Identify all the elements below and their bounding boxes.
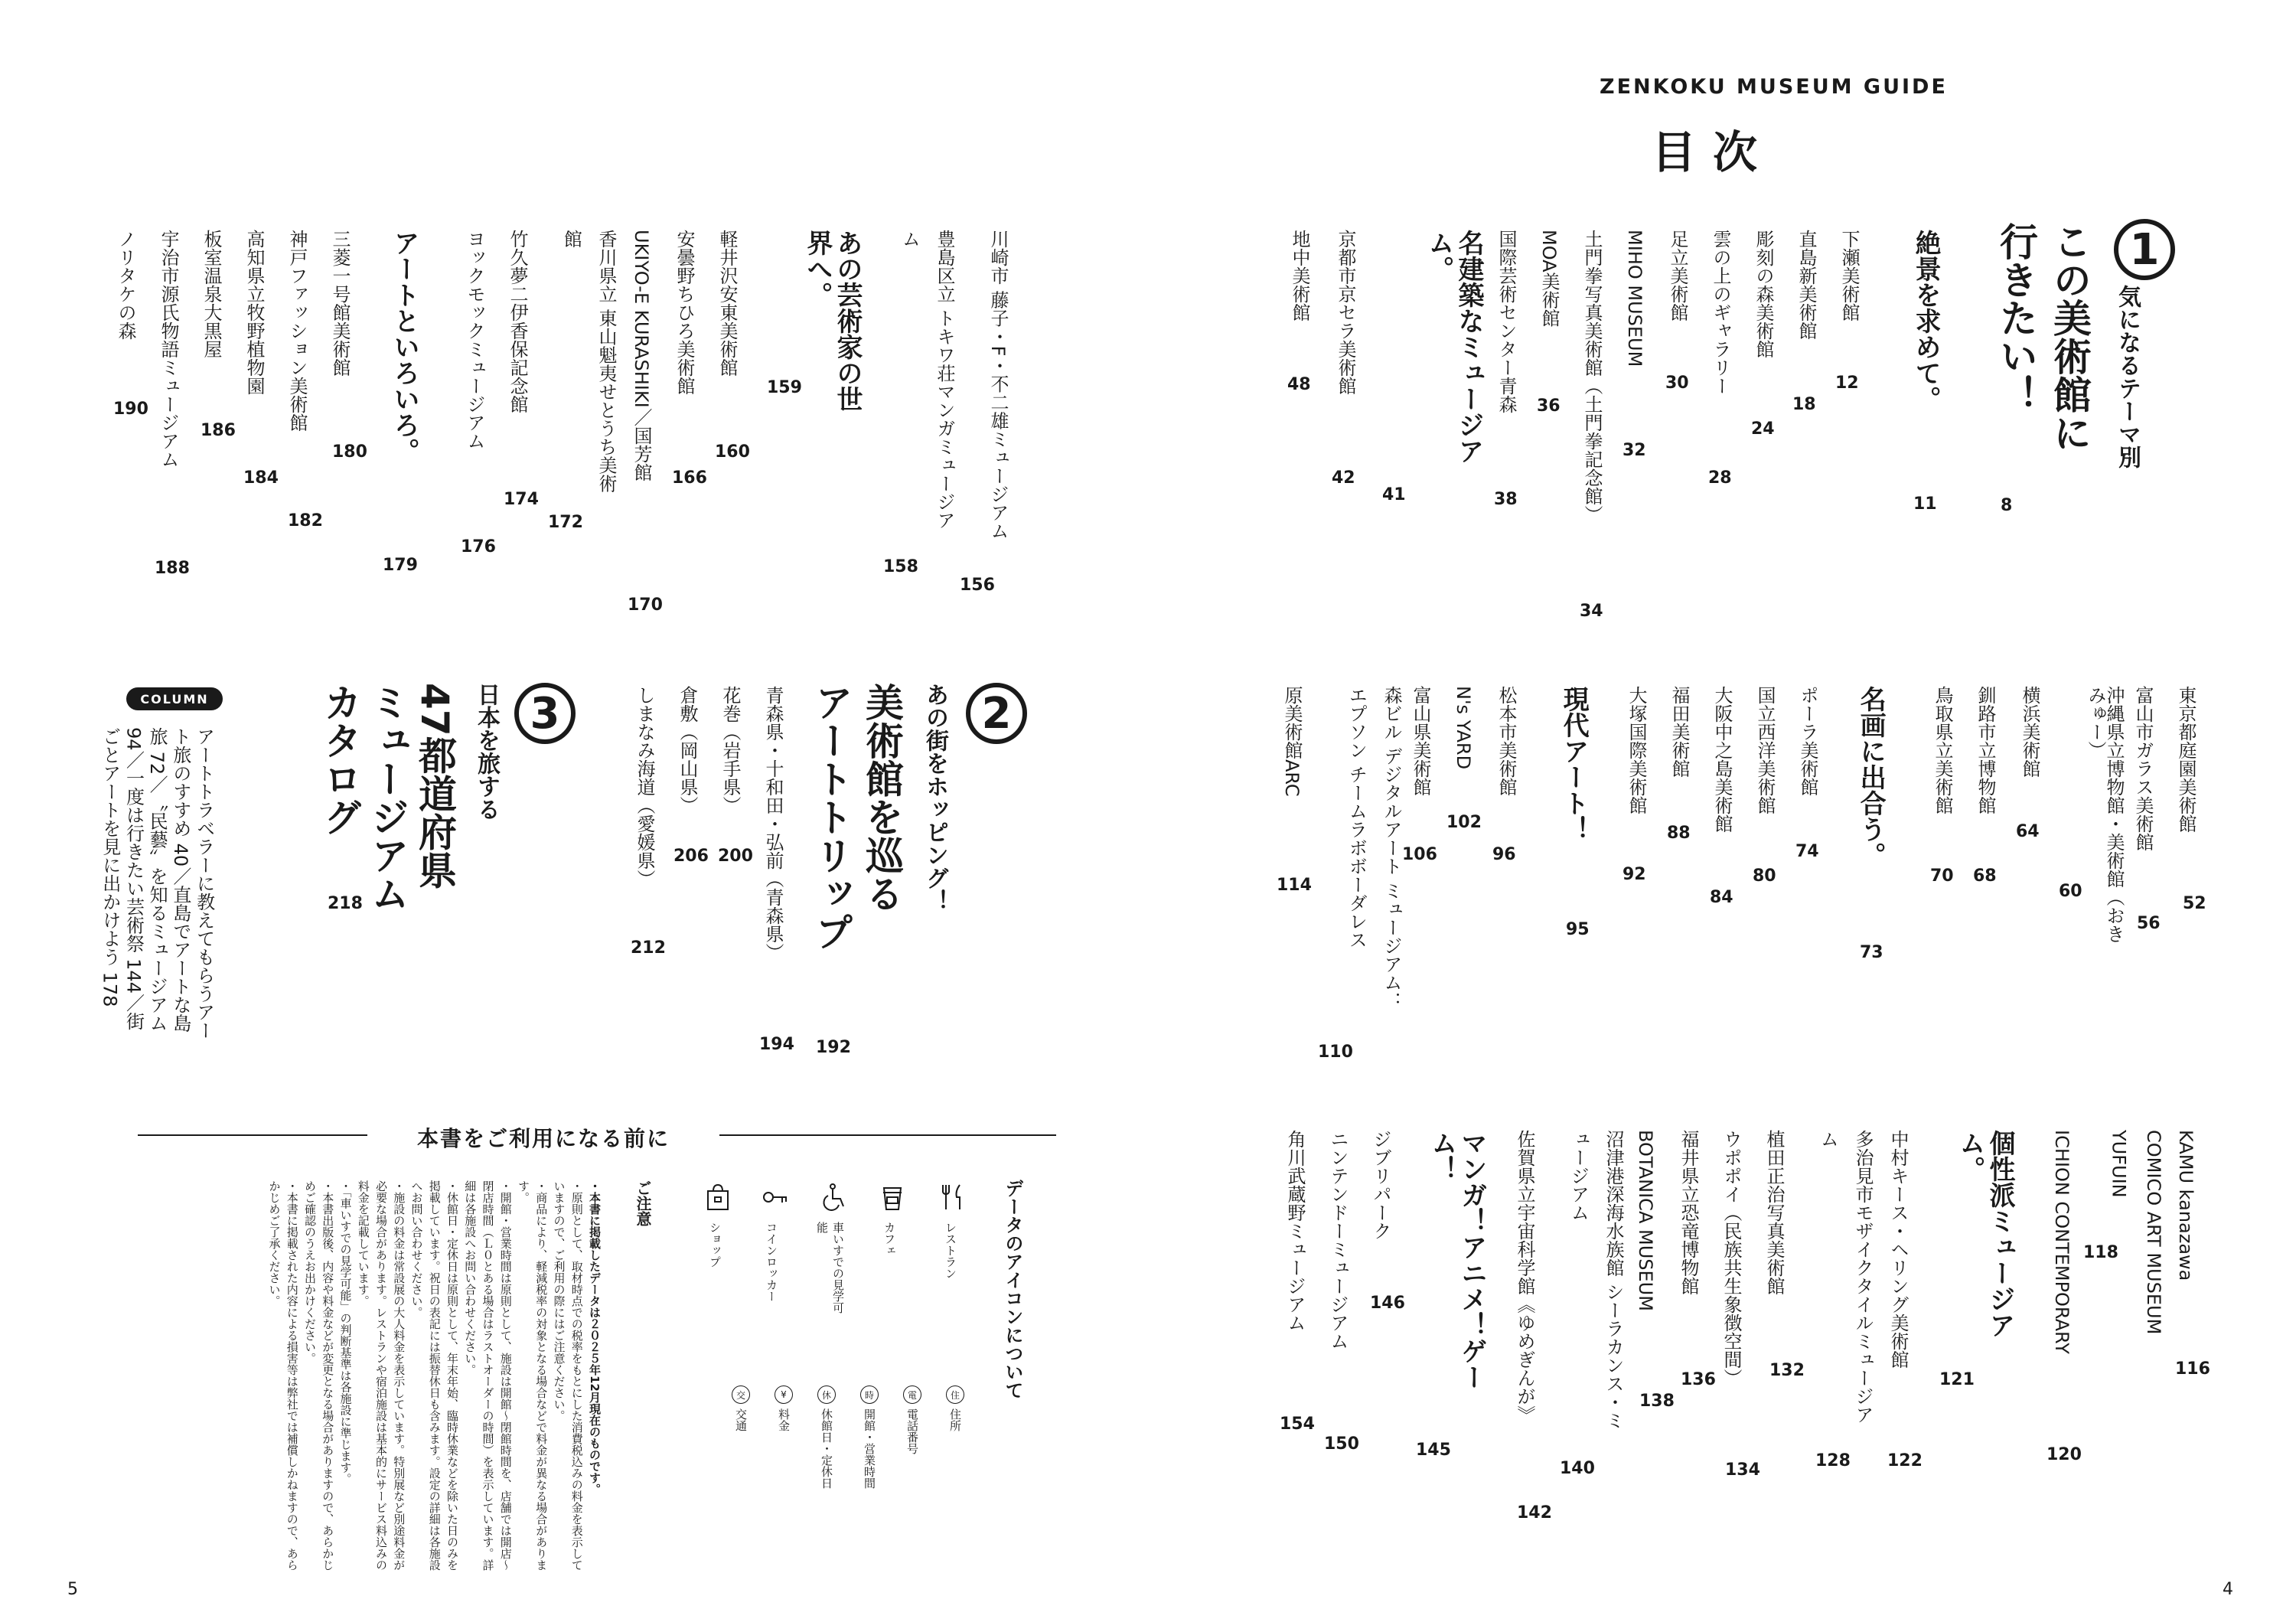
toc-entry-page: 140	[1560, 1459, 1595, 1478]
phone-mark: 電	[903, 1385, 921, 1404]
toc-entry: 東京都庭園美術館	[2175, 686, 2197, 833]
toc-entry-page: 154	[1280, 1415, 1315, 1434]
toc-entry: 花巻（岩手県）	[719, 686, 741, 814]
toc-entry: 松本市美術館	[1495, 686, 1517, 796]
fee-mark: ¥	[775, 1385, 793, 1404]
toc-entry-page: 88	[1667, 824, 1691, 843]
toc-entry: 大塚国際美術館	[1626, 686, 1647, 814]
toc-entry-page: 64	[2016, 822, 2040, 841]
toc-entry-page: 138	[1639, 1392, 1675, 1411]
toc-entry-page: 12	[1835, 374, 1859, 393]
toc-entry: COMICO ART MUSEUM YUFUIN	[2108, 1130, 2164, 1335]
toc-entry-page: 32	[1623, 441, 1646, 460]
fee-item: ¥料金	[775, 1385, 793, 1431]
toc-entry-page: 56	[2137, 914, 2161, 933]
locker-icon	[758, 1180, 791, 1214]
toc-entry: 沼津港深海水族館 シーラカンス・ミュージアム	[1567, 1130, 1624, 1430]
toc-entry-page: 128	[1815, 1451, 1851, 1470]
toc-entry: 森ビル デジタルアート ミュージアム： エプソン チームラボボーダレス	[1345, 686, 1402, 1010]
toc-entry-page: 206	[673, 847, 709, 866]
note-item: ・「車いすでの見学可能」の判断基準は各施設に準じます。	[338, 1180, 353, 1485]
toc-entry-page: 34	[1580, 602, 1603, 621]
address-mark: 住	[946, 1385, 964, 1404]
toc-entry: 香川県立 東山魁夷せとうち美術館	[560, 230, 617, 493]
toc-entry: 角川武蔵野ミュージアム	[1284, 1130, 1306, 1332]
toc-entry: 国立西洋美術館	[1754, 686, 1776, 814]
note-item: ・開館・営業時間は原則として、施設は開館～閉館時間を、店舗では開店～閉店時間（Ｌ０とある場合はラストオーダーの時間）を表示しています。詳細は各施設へお問い合わせください。	[463, 1180, 513, 1571]
toc-entry-page: 182	[288, 511, 323, 530]
toc-entry: 沖縄県立博物館・美術館（おきみゅー）	[2085, 686, 2125, 943]
note-item: ・本書出版後、内容や料金などが変更となる場合がありますので、あらかじめご確認のうえお出かけください。	[303, 1180, 335, 1571]
note-item: ・休館日・定休日は原則として、年末年始、臨時休業などを除いた日のみを掲載しています。祝日の表記には振替休日も含みます。設定の詳細は各施設へお問い合わせください。	[409, 1180, 459, 1571]
toc-entry-page: 30	[1665, 374, 1689, 393]
closed-item: 休休館日・定休日	[817, 1385, 836, 1489]
toc-entry: 福井県立恐竜博物館	[1678, 1130, 1699, 1295]
section-1-title-a: この美術館に	[2047, 222, 2092, 452]
phone-item: 電電話番号	[903, 1385, 921, 1454]
toc-entry-page: 174	[504, 490, 539, 509]
subhead-kosei: 個性派ミュージアム。	[1954, 1130, 2015, 1338]
toc-entry-page: 166	[672, 468, 707, 488]
section-3-title-c: カタログ	[318, 683, 362, 836]
section-2-subtitle: あの街をホッピング！	[921, 683, 948, 912]
toc-entry-page: 188	[155, 559, 190, 578]
toc-entry: 川崎市 藤子・F・不二雄ミュージアム	[987, 230, 1009, 540]
toc-entry-page: 120	[2047, 1445, 2082, 1464]
hours-item: 時開館・営業時間	[860, 1385, 879, 1489]
note-item: ・原則として、取材時点での税率をもとにした消費税込みの料金を表示していますので、ご利用の際にはご注意ください。	[552, 1180, 584, 1571]
toc-entry: N's YARD	[1453, 686, 1474, 770]
toc-entry: ICHION CONTEMPORARY	[2051, 1130, 2073, 1354]
toc-entry: 鳥取県立美術館	[1932, 686, 1953, 814]
toc-entry: 富山市ガラス美術館	[2132, 686, 2154, 851]
toc-entry-page: 80	[1753, 866, 1776, 886]
toc-entry: 横浜美術館	[2019, 686, 2040, 778]
toc-entry: 豊島区立 トキワ荘マンガミュージアム	[899, 230, 955, 530]
toc-entry: ヨックモックミュージアム	[464, 230, 485, 450]
toc-entry-page: 84	[1710, 888, 1733, 907]
subhead-manga: マンガ！アニメ！ゲーム！	[1426, 1130, 1487, 1390]
toc-entry-page: 184	[243, 468, 279, 488]
toc-entry: 板室温泉大黒屋	[201, 230, 222, 358]
toc-entry: 宇治市源氏物語ミュージアム	[158, 230, 179, 468]
toc-entry: 植田正治写真美術館	[1763, 1130, 1785, 1295]
subhead-gendai: 現代アート！	[1558, 686, 1590, 842]
toc-entry: しまなみ海道（愛媛県）	[634, 686, 655, 888]
toc-entry-page: 142	[1517, 1503, 1552, 1522]
toc-entry-page: 136	[1681, 1370, 1716, 1389]
toc-entry-page: 150	[1324, 1434, 1359, 1454]
toc-entry-page: 122	[1887, 1451, 1923, 1470]
toc-entry: 軽井沢安東美術館	[716, 230, 738, 377]
toc-entry: 多治見市モザイクタイルミュージアム	[1817, 1130, 1874, 1424]
section-3-title-b: ミュージアム	[365, 683, 409, 912]
section-1-page: 8	[2001, 496, 2013, 515]
notes-heading: ご注意	[634, 1180, 652, 1226]
subhead-meiga: 名画に出合う。	[1855, 686, 1887, 868]
subhead-manga-page: 145	[1416, 1441, 1451, 1460]
toc-entry: 中村キース・ヘリング美術館	[1887, 1130, 1909, 1369]
wheelchair-label: 車いすでの見学可能	[815, 1222, 845, 1314]
section-3-subtitle: 日本を旅する	[473, 683, 500, 821]
toc-entry: 足立美術館	[1667, 230, 1688, 321]
toc-entry-page: 74	[1795, 842, 1819, 861]
toc-entry-page: 68	[1973, 866, 1997, 886]
section-1-subtitle: 気になるテーマ別	[2114, 285, 2141, 468]
toc-entry: 下瀬美術館	[1838, 230, 1860, 321]
wheelchair-icon	[817, 1180, 851, 1214]
toc-entry-page: 170	[628, 596, 663, 615]
toc-entry-page: 38	[1494, 490, 1518, 509]
preface-title: 本書をご利用になる前に	[367, 1122, 719, 1153]
hours-mark: 時	[860, 1385, 879, 1404]
toc-entry-page: 194	[759, 1035, 794, 1054]
toc-entry-page: 132	[1769, 1361, 1805, 1380]
toc-entry-page: 110	[1318, 1043, 1353, 1062]
section-3-number: 3	[514, 683, 576, 744]
toc-entry: 国際芸術センター青森	[1495, 230, 1517, 413]
toc-entry: 倉敷（岡山県）	[677, 686, 698, 814]
toc-entry-page: 48	[1287, 375, 1311, 394]
toc-entry-page: 106	[1402, 845, 1437, 864]
note-item: ・本書に掲載したデータは２０２５年12月現在のものです。	[588, 1180, 602, 1495]
toc-entry-page: 114	[1277, 876, 1312, 895]
book-guide-label: ZENKOKU MUSEUM GUIDE	[1600, 75, 1948, 99]
toc-entry: 大阪中之島美術館	[1711, 686, 1733, 833]
section-3-page: 218	[328, 894, 363, 913]
toc-entry: 福田美術館	[1668, 686, 1690, 778]
section-2-title-b: アートトリップ	[809, 683, 853, 951]
subhead-iroiro: アートといろいろ。	[389, 230, 420, 464]
note-item: ・商品により、軽減税率の対象となる場合などで料金が異なる場合があります。	[517, 1180, 549, 1571]
note-item: ・本書に掲載された内容による損害等は弊社では補償しかねますので、あらかじめご了承ください。	[267, 1180, 299, 1571]
toc-entry-page: 24	[1751, 419, 1775, 439]
toc-entry: ウポポイ（民族共生象徴空間）	[1720, 1130, 1742, 1387]
toc-entry-page: 212	[631, 938, 666, 958]
column-text: アートトラベラーに教えてもらうアー ト旅のすすめ 40／直島でアートな島 旅 72／〝民藝〟を知るミュージアム 94／一度は行きたい芸術祭 144／街 ごとアートを見に出かけよう 178	[99, 727, 215, 1039]
toc-entry: BOTANICA MUSEUM	[1635, 1130, 1656, 1311]
toc-entry-page: 200	[718, 847, 753, 866]
toc-entry: 彫刻の森美術館	[1753, 230, 1774, 358]
column-badge: COLUMN	[126, 687, 223, 710]
toc-entry-page: 180	[332, 442, 367, 462]
toc-entry-page: 186	[201, 421, 236, 440]
toc-entry-page: 172	[548, 513, 583, 532]
restaurant-label: レストラン	[944, 1222, 957, 1279]
toc-entry: MIHO MUSEUM	[1624, 230, 1645, 367]
toc-entry: ニンテンドーミュージアム	[1327, 1130, 1349, 1350]
toc-entry-page: 18	[1792, 395, 1816, 414]
toc-entry: 高知県立牧野植物園	[243, 230, 265, 395]
section-2-page: 192	[816, 1038, 851, 1057]
section-2-title-a: 美術館を巡る	[859, 683, 904, 912]
toc-entry: 竹久夢二伊香保記念館	[507, 230, 528, 413]
subhead-meikenchiku-page: 41	[1382, 485, 1406, 504]
toc-entry: 直島新美術館	[1795, 230, 1817, 340]
subhead-artist-page: 159	[767, 378, 802, 397]
toc-entry: 釧路市立博物館	[1975, 686, 1996, 814]
toc-entry-page: 116	[2175, 1359, 2210, 1379]
subhead-meikenchiku: 名建築なミュージアム。	[1423, 230, 1484, 464]
toc-entry-page: 52	[2183, 894, 2206, 913]
subhead-zekkei-page: 11	[1913, 494, 1937, 514]
toc-entry-page: 146	[1370, 1294, 1405, 1313]
toc-entry-page: 96	[1492, 845, 1516, 864]
toc-entry: ジブリパーク	[1370, 1130, 1391, 1240]
toc-entry-page: 118	[2083, 1243, 2118, 1262]
toc-entry: MOA美術館	[1538, 230, 1560, 328]
toc-entry: 原美術館ARC	[1281, 686, 1303, 797]
restaurant-icon	[937, 1180, 970, 1214]
toc-entry-page: 60	[2059, 882, 2082, 901]
toc-entry: 土門拳写真美術館（土門拳記念館）	[1581, 230, 1603, 524]
shop-icon	[701, 1180, 735, 1214]
toc-entry: ノリタケの森	[115, 230, 136, 340]
toc-entry: 安曇野ちひろ美術館	[673, 230, 695, 395]
section-2-number: 2	[966, 683, 1027, 744]
section-1-title-b: 行きたい！	[1994, 222, 2038, 413]
section-1-number: 1	[2114, 219, 2175, 280]
toc-entry-page: 176	[461, 537, 496, 556]
toc-entry-page: 70	[1930, 866, 1954, 886]
access-mark: 交	[732, 1385, 750, 1404]
toc-entry-page: 158	[883, 557, 918, 576]
page-number-right: 4	[2223, 1580, 2233, 1599]
access-item: 交交通	[732, 1385, 750, 1431]
toc-entry: 雲の上のギャラリー	[1710, 230, 1731, 395]
address-item: 住住所	[946, 1385, 964, 1431]
toc-entry-page: 92	[1623, 865, 1646, 884]
toc-entry: 青森県・十和田・弘前（青森県）	[762, 686, 784, 961]
subhead-meiga-page: 73	[1860, 943, 1883, 962]
toc-entry: 京都市京セラ美術館	[1335, 230, 1356, 395]
toc-entry: 富山県美術館	[1410, 686, 1431, 796]
toc-entry-page: 160	[715, 442, 750, 462]
note-item: ・施設の料金は常設展の大人料金を表示しています。特別展など別途料金が必要な場合があります。レストランや宿泊施設は基本的にサービス料込みの料金を記載しています。	[356, 1180, 406, 1571]
icons-heading: データのアイコンについて	[1002, 1179, 1023, 1399]
toc-entry: KAMU kanazawa	[2175, 1130, 2197, 1281]
toc-entry-page: 190	[113, 400, 148, 419]
toc-entry-page: 134	[1725, 1460, 1760, 1480]
cafe-label: カフェ	[882, 1222, 896, 1256]
subhead-artist: あの芸術家の世界へ。	[801, 230, 863, 412]
shop-label: ショップ	[708, 1222, 722, 1268]
toc-entry: 神戸ファッション美術館	[286, 230, 308, 432]
page-number-left: 5	[67, 1580, 78, 1599]
toc-entry-page: 36	[1537, 397, 1561, 416]
subhead-iroiro-page: 179	[383, 556, 418, 575]
locker-label: コインロッカー	[765, 1222, 778, 1302]
subhead-kosei-page: 121	[1939, 1370, 1975, 1389]
toc-entry: 佐賀県立宇宙科学館《ゆめぎんが》	[1514, 1130, 1535, 1424]
toc-entry-page: 156	[960, 576, 995, 595]
subhead-gendai-page: 95	[1566, 920, 1590, 939]
notes-body	[129, 1180, 603, 1571]
toc-entry: 地中美術館	[1289, 230, 1310, 321]
toc-entry-page: 28	[1708, 468, 1732, 488]
toc-entry: 三菱一号館美術館	[329, 230, 351, 377]
section-3-title-a: 47都道府県	[413, 683, 457, 889]
subhead-zekkei: 絶景を求めて。	[1910, 230, 1942, 412]
closed-mark: 休	[817, 1385, 836, 1404]
toc-entry-page: 42	[1332, 468, 1355, 488]
toc-title: 目次	[1652, 126, 1775, 178]
toc-entry: UKIYO-E KURASHIKI／国芳館	[631, 230, 652, 481]
toc-entry: ポーラ美術館	[1797, 686, 1818, 796]
toc-entry-page: 102	[1446, 813, 1482, 832]
cafe-icon	[876, 1180, 909, 1214]
